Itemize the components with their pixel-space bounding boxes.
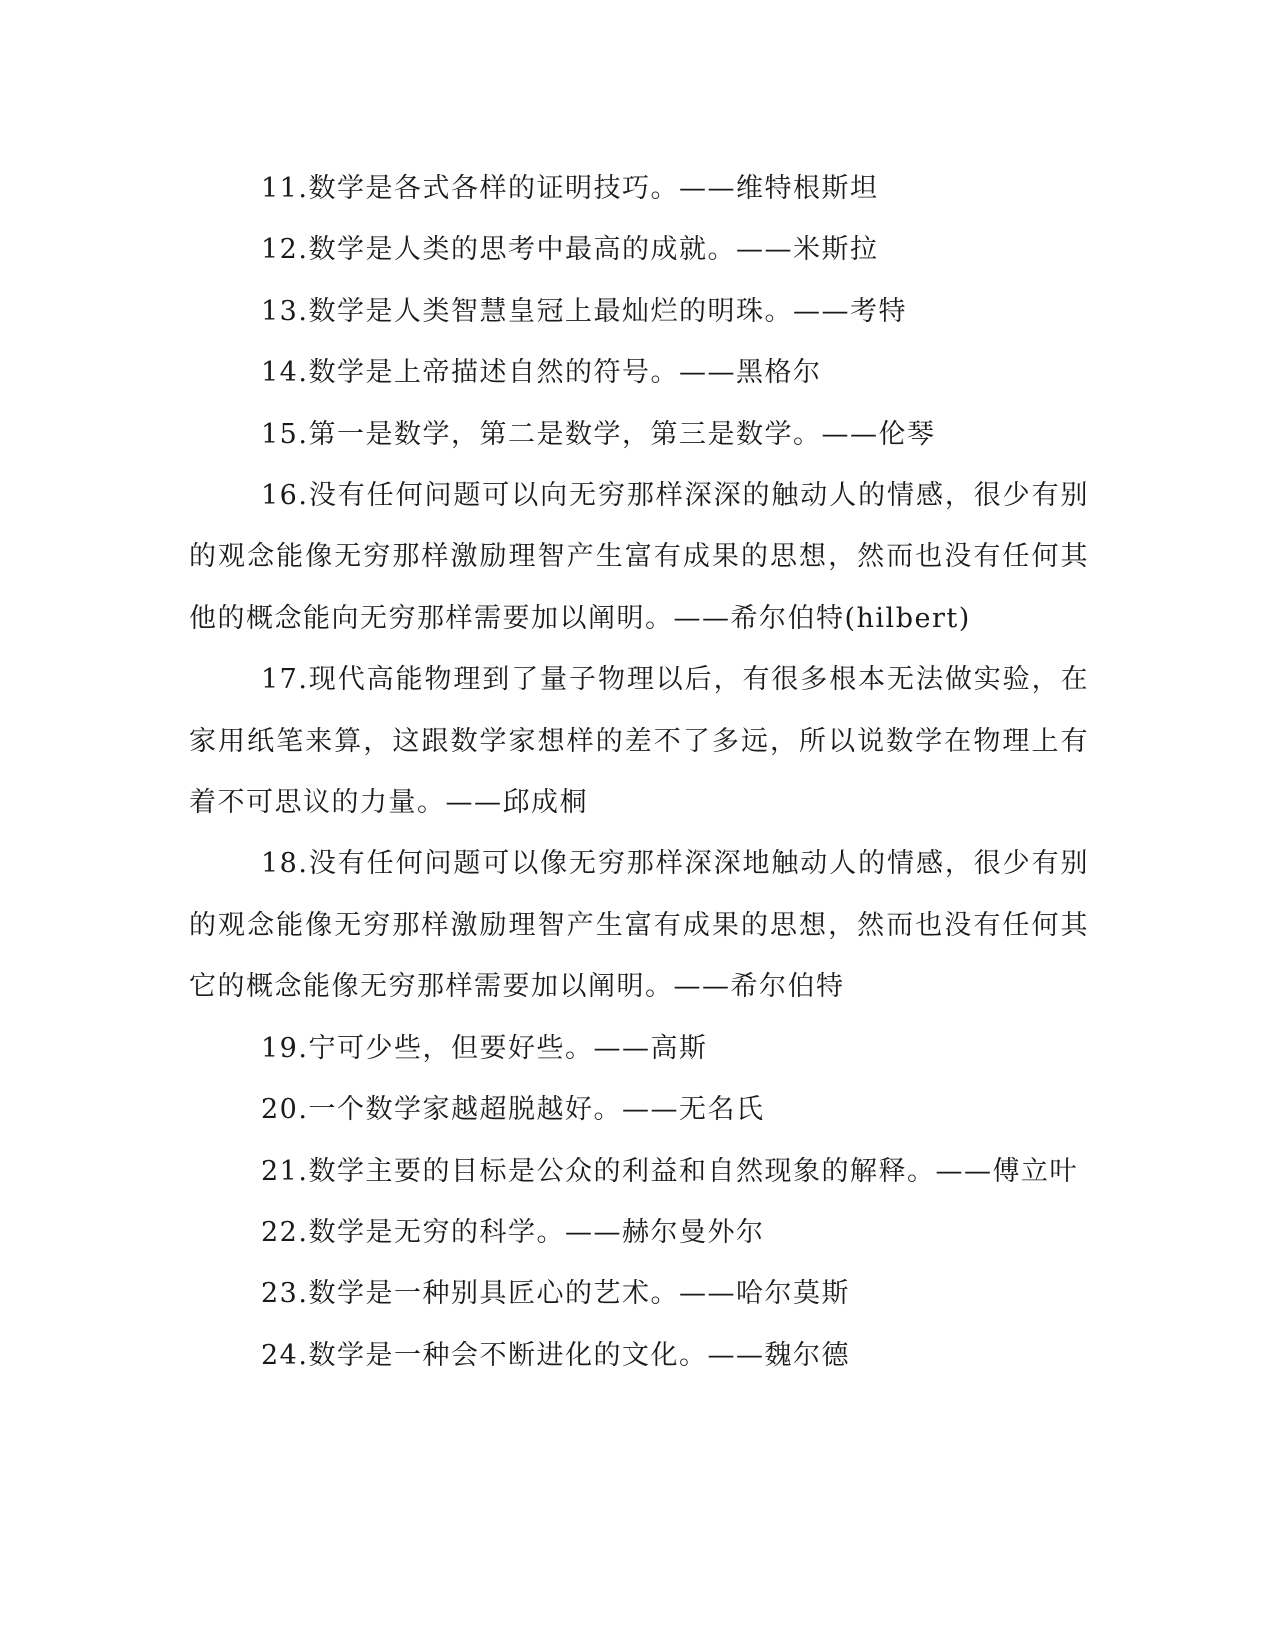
quote-18: 18.没有任何问题可以像无穷那样深深地触动人的情感，很少有别的观念能像无穷那样激励理智产生富有成果的思想，然而也没有任何其它的概念能像无穷那样需要加以阐明。——希尔伯特 <box>189 848 1089 1003</box>
quote-20: 20.一个数学家越超脱越好。——无名氏 <box>261 1094 765 1126</box>
quote-13: 13.数学是人类智慧皇冠上最灿烂的明珠。——考特 <box>261 295 907 327</box>
quote-22: 22.数学是无穷的科学。——赫尔曼外尔 <box>261 1216 765 1248</box>
quote-14: 14.数学是上帝描述自然的符号。——黑格尔 <box>261 357 822 389</box>
quote-21: 21.数学主要的目标是公众的利益和自然现象的解释。——傅立叶 <box>261 1155 1078 1187</box>
quote-23: 23.数学是一种别具匠心的艺术。——哈尔莫斯 <box>261 1278 850 1310</box>
quote-19: 19.宁可少些，但要好些。——高斯 <box>261 1032 708 1064</box>
quote-12: 12.数学是人类的思考中最高的成就。——米斯拉 <box>261 234 879 266</box>
quote-24: 24.数学是一种会不断进化的文化。——魏尔德 <box>261 1339 850 1371</box>
quote-15: 15.第一是数学，第二是数学，第三是数学。——伦琴 <box>261 418 936 450</box>
quote-17: 17.现代高能物理到了量子物理以后，有很多根本无法做实验，在家用纸笔来算，这跟数学家想样的差不了多远，所以说数学在物理上有着不可思议的力量。——邱成桐 <box>189 664 1089 819</box>
quote-list <box>189 158 1089 1386</box>
quote-16: 16.没有任何问题可以向无穷那样深深的触动人的情感，很少有别的观念能像无穷那样激励理智产生富有成果的思想，然而也没有任何其他的概念能向无穷那样需要加以阐明。——希尔伯特(hilbert) <box>189 480 1089 634</box>
quote-11: 11.数学是各式各样的证明技巧。——维特根斯坦 <box>261 173 879 204</box>
